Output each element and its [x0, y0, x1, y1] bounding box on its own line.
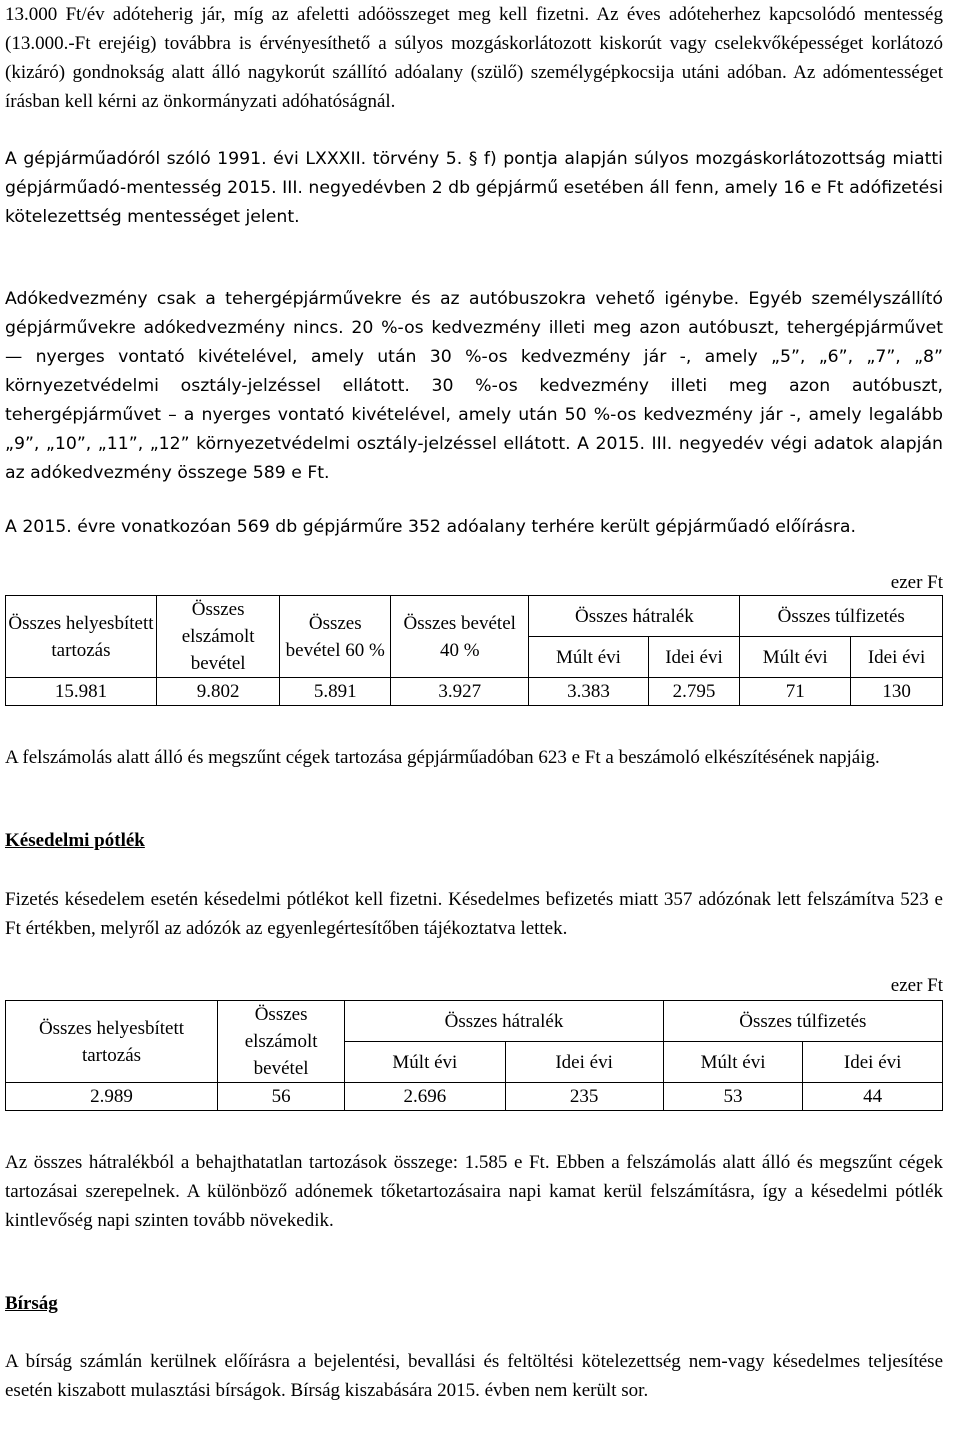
t1-h-bevetel60: Összes bevétel 60 % [280, 596, 391, 678]
t1-cell: 9.802 [156, 678, 279, 706]
t1-cell: 3.383 [529, 678, 648, 706]
paragraph-hatralek: Az összes hátralékból a behajthatatlan tartozások összege: 1.585 e Ft. Ebben a felszámolás alatt álló és megszűnt cégek tartozásai szerepelnek. A különböző adónemek tőketartozásaira napi kamat kerül felszámításra, így a késedelmi pótlék kintlevőség napi szinten tovább növekedik. [5, 1152, 943, 1231]
t1-h-elszamolt: Összes elszámolt bevétel [156, 596, 279, 678]
t1-h-mult-evi-2: Múlt évi [740, 637, 851, 678]
t1-cell: 3.927 [391, 678, 529, 706]
table-gepjarmuado [5, 595, 943, 706]
paragraph-felszamolas: A felszámolás alatt álló és megszűnt cégek tartozása gépjárműadóban 623 e Ft a beszámoló elkészítésének napjáig. [5, 747, 880, 768]
t2-cell: 235 [505, 1083, 663, 1111]
t2-h-elszamolt: Összes elszámolt bevétel [218, 1001, 345, 1083]
paragraph-adokedvezmeny: Adókedvezmény csak a tehergépjárművekre és az autóbuszokra vehető igénybe. Egyéb személyszállító gépjárművekre adókedvezmény nincs. 20 %-os kedvezmény illeti meg azon autóbuszt, tehergépjárművet — nyerges vontató kivételével, amely után 30 %-os kedvezmény jár -, amely „5”, „6”, „7”, „8” környezetvédelmi osztály-jelzéssel ellátott. 30 %-os kedvezmény illeti meg azon autóbuszt, tehergépjárművet – a nyerges vontató kivételével, amely után 50 %-os kedvezmény jár -, amely legalább „9”, „10”, „11”, „12” környezetvédelmi osztály-jelzéssel ellátott. A 2015. III. negyedév végi adatok alapján az adókedvezmény összege 589 e Ft. [5, 289, 943, 483]
t2-h-idei-evi: Idei évi [505, 1042, 663, 1083]
heading-kesedelmi-potlek: Késedelmi pótlék [5, 830, 145, 851]
table-row [6, 678, 943, 706]
paragraph-eloiras: A 2015. évre vonatkozóan 569 db gépjárműre 352 adóalany terhére került gépjárműadó előírásra. [5, 517, 856, 537]
t2-h-helyesbitett: Összes helyesbített tartozás [6, 1001, 218, 1083]
t1-cell: 130 [851, 678, 943, 706]
table-row [6, 1083, 943, 1111]
t2-cell: 53 [663, 1083, 803, 1111]
t1-h-mult-evi: Múlt évi [529, 637, 648, 678]
t2-cell: 56 [218, 1083, 345, 1111]
table2-unit: ezer Ft [890, 975, 943, 996]
t1-cell: 2.795 [648, 678, 740, 706]
paragraph-sulyos-mozgaskorlatozottsag: A gépjárműadóról szóló 1991. évi LXXXII. törvény 5. § f) pontja alapján súlyos mozgáskorlátozottság miatti gépjárműadó-mentesség 2015. III. negyedévben 2 db gépjármű esetében áll fenn, amely 16 e Ft adófizetési kötelezettség mentességet jelent. [5, 149, 944, 227]
t1-h-idei-evi-2: Idei évi [851, 637, 943, 678]
t2-h-idei-evi-2: Idei évi [803, 1042, 943, 1083]
t1-h-tulfizetes: Összes túlfizetés [740, 596, 943, 637]
t1-h-hatralek: Összes hátralék [529, 596, 740, 637]
paragraph-kesedelmi-potlek: Fizetés késedelem esetén késedelmi pótlékot kell fizetni. Késedelmes befizetés miatt 357 adózónak lett felszámítva 523 e Ft értékben, melyről az adózók az egyenlegértesítőben tájékoztatva lettek. [5, 889, 943, 939]
t1-cell: 15.981 [6, 678, 157, 706]
t2-h-hatralek: Összes hátralék [345, 1001, 664, 1042]
t2-cell: 44 [803, 1083, 943, 1111]
table-kesedelmi-potlek [5, 1000, 943, 1111]
t1-h-idei-evi: Idei évi [648, 637, 740, 678]
t1-cell: 71 [740, 678, 851, 706]
t1-h-helyesbitett: Összes helyesbített tartozás [6, 596, 157, 678]
table1-unit: ezer Ft [890, 572, 943, 593]
t2-h-mult-evi-2: Múlt évi [663, 1042, 803, 1083]
t2-cell: 2.989 [6, 1083, 218, 1111]
t1-cell: 5.891 [280, 678, 391, 706]
heading-birsag: Bírság [5, 1293, 58, 1314]
t2-cell: 2.696 [345, 1083, 505, 1111]
paragraph-birsag: A bírság számlán kerülnek előírásra a bejelentési, bevallási és feltöltési kötelezettség nem-vagy késedelmes teljesítése esetén kiszabott mulasztási bírságok. Bírság kiszabására 2015. évben nem került sor. [5, 1351, 943, 1401]
paragraph-mentesseg: 13.000 Ft/év adóteherig jár, míg az afeletti adóösszeget meg kell fizetni. Az éves adóteherhez kapcsolódó mentesség (13.000.-Ft erejéig) továbbra is érvényesíthető a súlyos mozgáskorlátozott kiskorút vagy cselekvőképességet korlátozó (kizáró) gondnokság alatt álló nagykorút szállító adóalany (szülő) személygépkocsija utáni adóban. Az adómentességet írásban kell kérni az önkormányzati adóhatóságnál. [5, 4, 943, 112]
t2-h-tulfizetes: Összes túlfizetés [663, 1001, 942, 1042]
t1-h-bevetel40: Összes bevétel 40 % [391, 596, 529, 678]
t2-h-mult-evi: Múlt évi [345, 1042, 505, 1083]
